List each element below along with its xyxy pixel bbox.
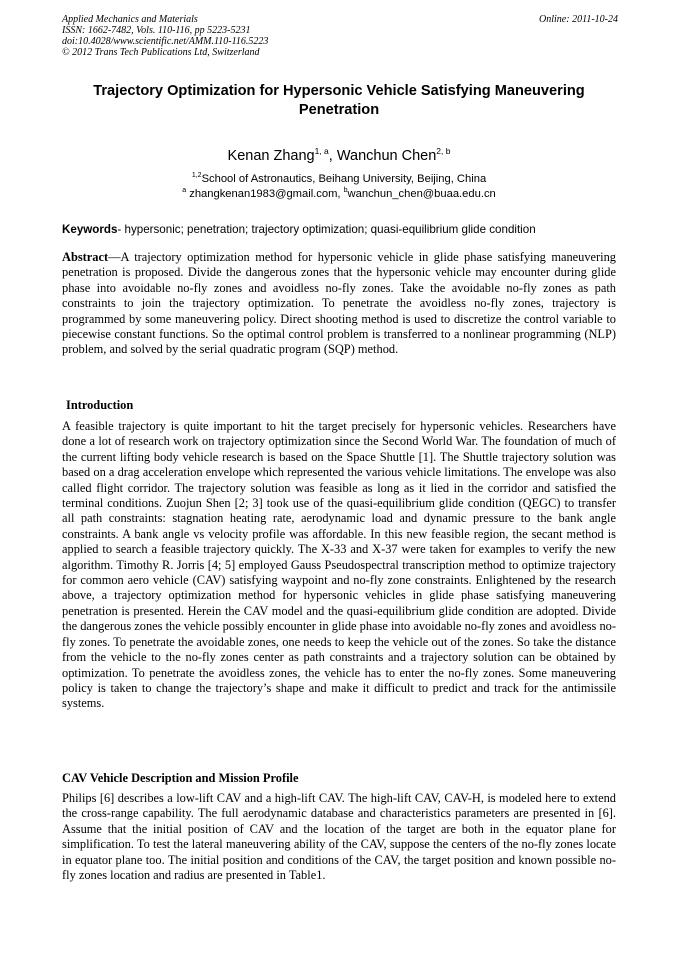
keywords-line: [62, 222, 622, 237]
doi-line: doi:10.4028/www.scientific.net/AMM.110-116.5223: [62, 36, 269, 47]
keywords-text: - hypersonic; penetration; trajectory optimization; quasi-equilibrium glide condition: [117, 223, 536, 236]
author-separator: ,: [328, 148, 337, 164]
title-line-1: Trajectory Optimization for Hypersonic Vehicle Satisfying Maneuvering: [93, 83, 585, 99]
paper-title: [50, 82, 628, 120]
email-line: [50, 187, 628, 202]
abstract-label: Abstract: [62, 250, 109, 264]
abstract-text: —A trajectory optimization method for hypersonic vehicle in glide phase satisfying maneuvering penetration is proposed. Divide the dangerous zones that the hypersonic vehicle may encounter during glide phase into avoidable no-fly zones and avoidless no-fly zones. Take the avoidable no-fly zones as path constraints to join the trajectory optimization. To penetrate the avoidless no-fly zones, trajectory is programmed by some maneuvering policy. Direct shooting method is used to discretize the control variable to piecewise constant functions. So the optimal control problem is transferred to a nonlinear programming (NLP) problem, and solved by the serial quadratic program (SQP) method.: [62, 250, 616, 357]
abstract-paragraph: [62, 250, 616, 358]
email-b: wanchun_chen@buaa.edu.cn: [347, 188, 496, 200]
title-line-2: Penetration: [298, 102, 380, 118]
online-date: Online: 2011-10-24: [539, 14, 618, 25]
introduction-heading: Introduction: [66, 398, 134, 412]
affiliation-line: [50, 172, 628, 187]
copyright-line: © 2012 Trans Tech Publications Ltd, Switzerland: [62, 47, 260, 58]
issn-line: ISSN: 1662-7482, Vols. 110-116, pp 5223-5231: [62, 25, 251, 36]
author-2: Wanchun Chen: [336, 148, 437, 164]
author-1-superscript: 1, a: [314, 146, 329, 156]
keywords-label: Keywords: [62, 223, 118, 236]
affiliation-superscript: 1,2: [191, 172, 202, 179]
affiliation-block: [50, 172, 628, 202]
journal-name: Applied Mechanics and Materials: [62, 14, 198, 25]
cav-section-paragraph: Philips [6] describes a low-lift CAV and a high-lift CAV. The high-lift CAV, CAV-H, is modeled here to extend the cross-range capability. The full aerodynamic database and characteristics parameters are presented in [6]. Assume that the initial position of CAV and the location of the target are both in the equator plane for simplification. To test the lateral maneuvering ability of the CAV, suppose the centers of the no-fly zones locate in equator plane too. The initial position and conditions of the CAV, the target position and known possible no-fly zones location and radius are presented in Table1.: [62, 791, 616, 883]
author-1: Kenan Zhang: [227, 148, 315, 164]
author-2-superscript: 2, b: [436, 146, 451, 156]
journal-header: [62, 14, 618, 58]
email-a-superscript: a: [182, 187, 187, 194]
affiliation-school: School of Astronautics, Beihang University, Beijing, China: [201, 173, 487, 185]
author-list: [50, 147, 628, 165]
cav-section-heading: CAV Vehicle Description and Mission Profile: [62, 771, 299, 785]
email-b-superscript: b: [343, 187, 348, 194]
email-a: zhangkenan1983@gmail.com,: [186, 188, 344, 200]
introduction-paragraph: A feasible trajectory is quite important to hit the target precisely for hypersonic vehicles. Researchers have done a lot of research work on trajectory optimization since the Second World War. The foundation of much of the current lifting body vehicle research is based on the Space Shuttle [1]. The Shuttle trajectory solution was based on a drag acceleration envelope which represented the various vehicle limitations. The envelope was also called flight corridor. The trajectory solution was feasible as long as it lied in the corridor and satisfied the terminal conditions. Zuojun Shen [2; 3] took use of the quasi-equilibrium glide condition (QEGC) to transfer all path constraints: stagnation heating rate, aerodynamic load and dynamic pressure to the bank angle constraints. A bank angle vs velocity profile was affordable. In this new feasible region, the secant method is applied to search a feasible trajectory quickly. The X-33 and X-37 were taken for examples to verify the new algorithm. Timothy R. Jorris [4; 5] employed Gauss Pseudospectral transcription method to optimize trajectory for common aero vehicle (CAV) satisfying waypoint and no-fly zone constraints. Enlightened by the research above, a trajectory optimization method for hypersonic vehicles in glide phase satisfying maneuvering penetration is presented. Herein the CAV model and the quasi-equilibrium glide condition are adopted. Divide the dangerous zones the vehicle possibly encounter in glide phase into avoidable no-fly zones and avoidless no-fly zones. To penetrate the avoidable zones, one needs to keep the vehicle out of the zones. So take the distance from the vehicle to the no-fly zones center as path constraints and a trajectory solution can be obtained by optimization. To penetrate the avoidless zones, the vehicle has to enter the no-fly zones. Some maneuvering policy is taken to change the trajectory’s shape and make it difficult to predict and track for the antimissile systems.: [62, 419, 616, 711]
